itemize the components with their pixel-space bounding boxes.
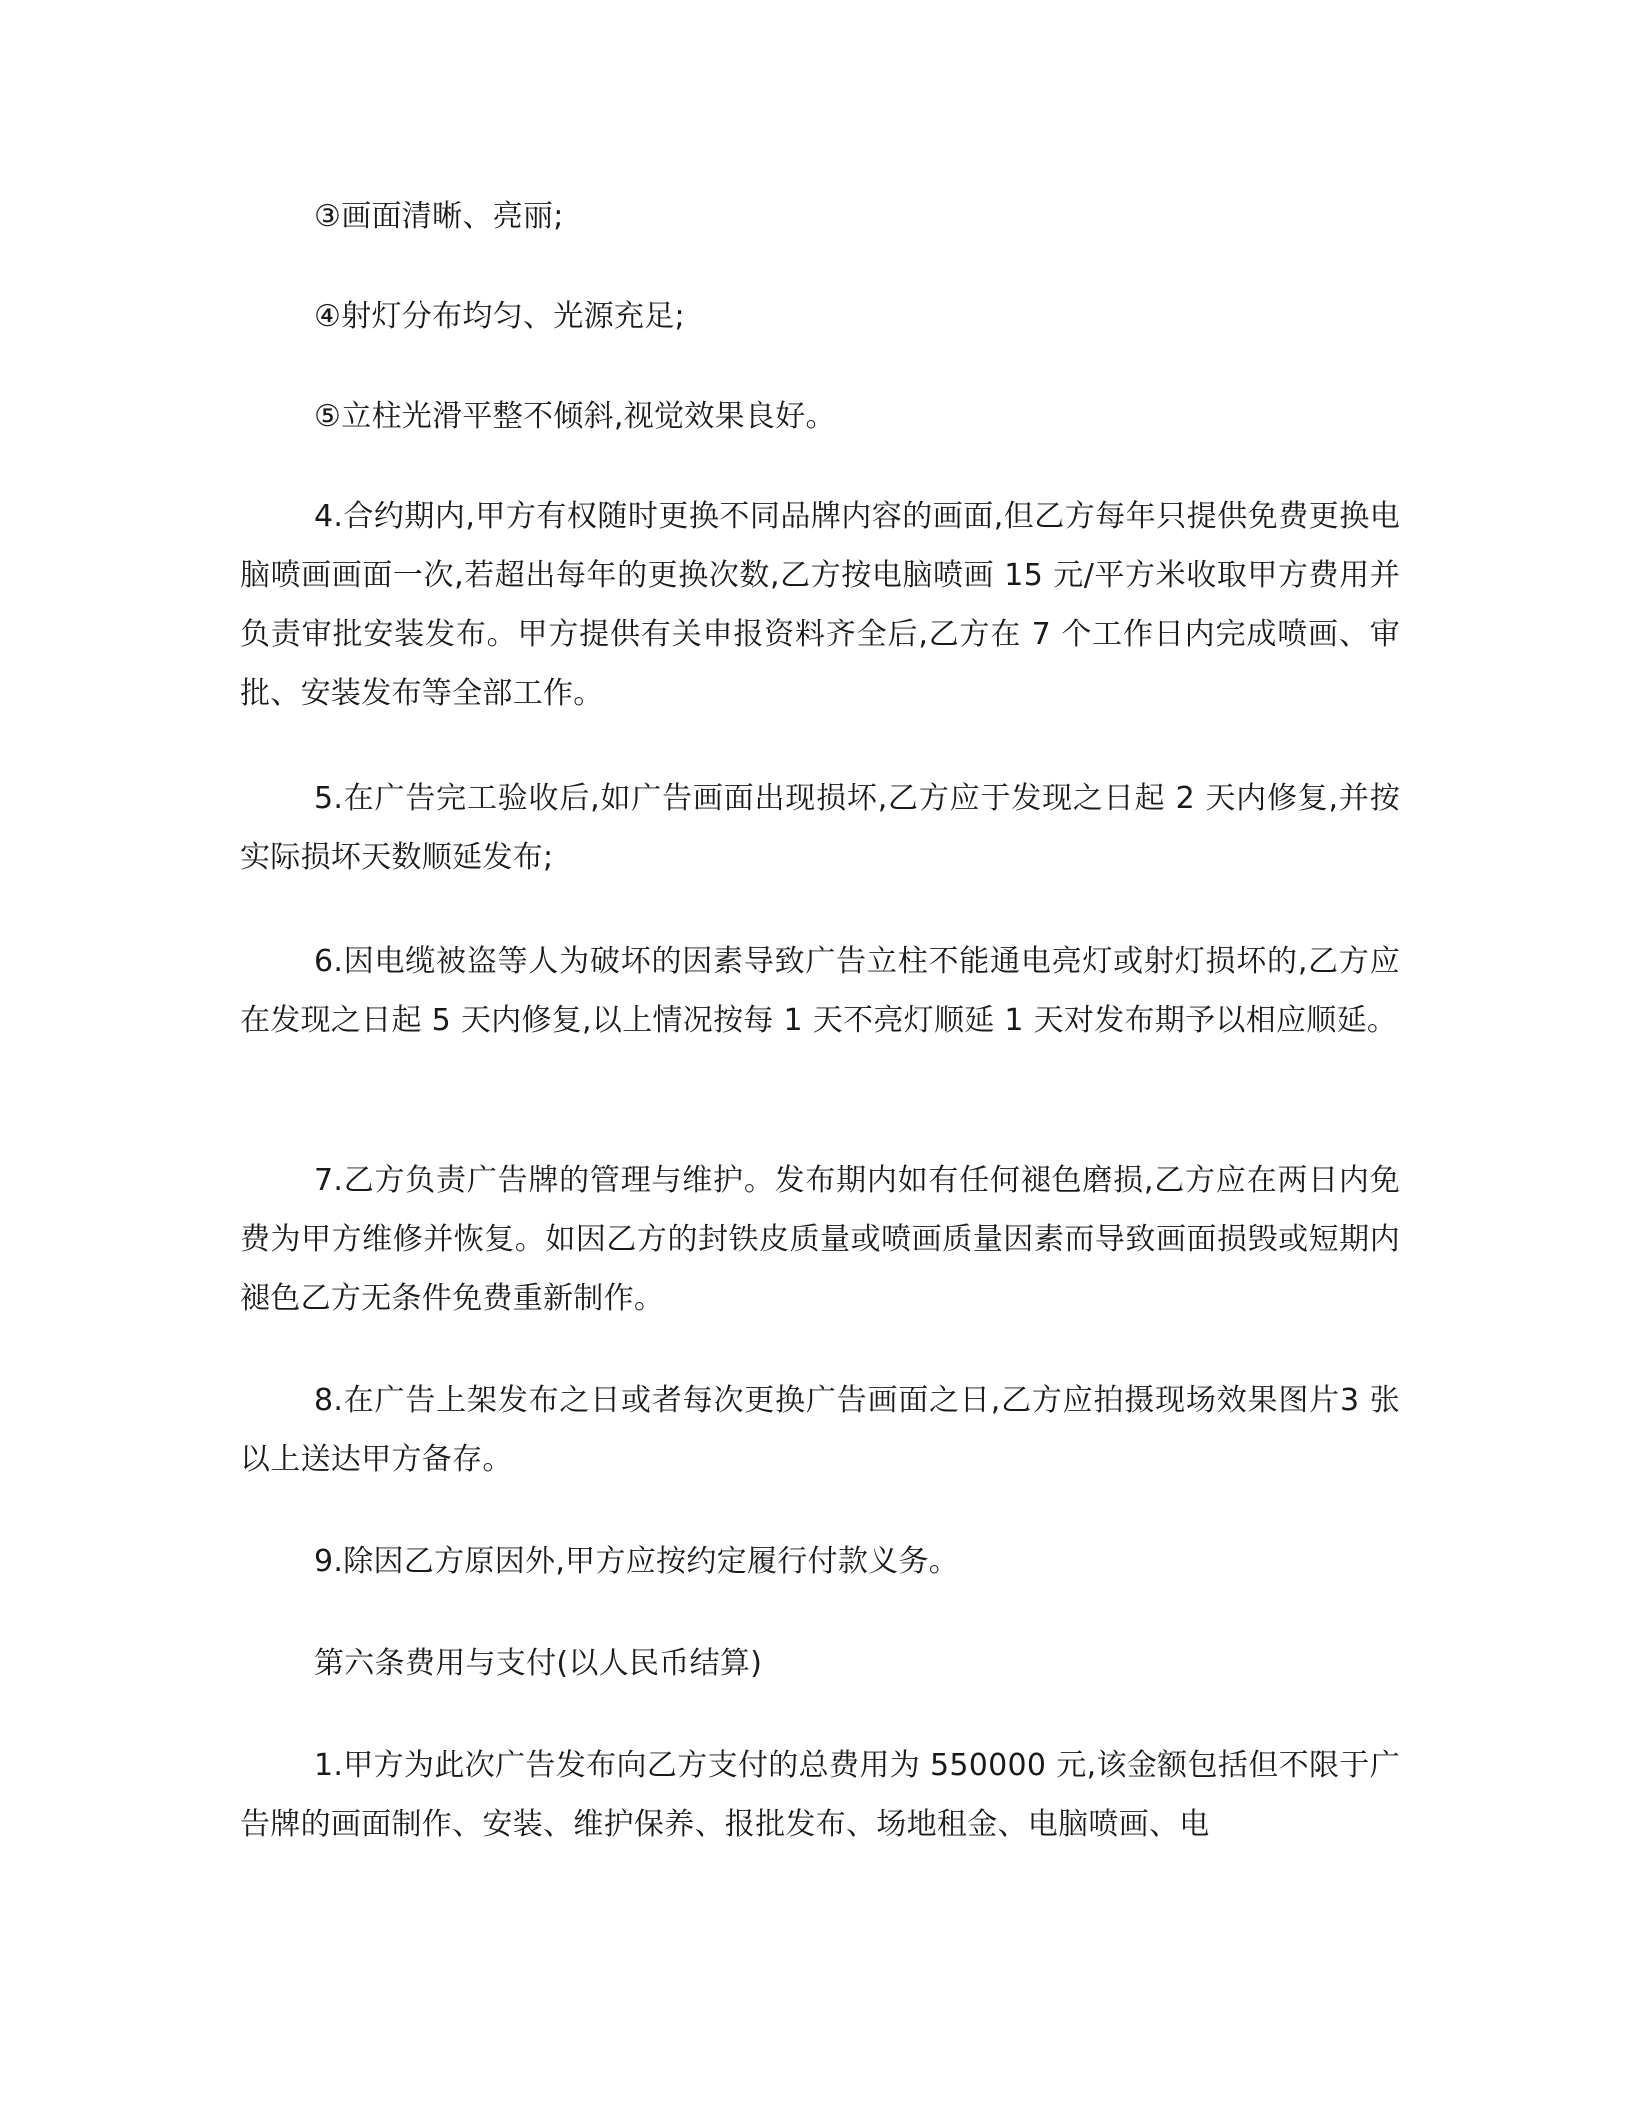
paragraph-clause-4: 4.合约期内,甲方有权随时更换不同品牌内容的画面,但乙方每年只提供免费更换电脑喷画画面一次,若超出每年的更换次数,乙方按电脑喷画 15 元/平方米收取甲方费用并负责审批安装发布。甲方提供有关申报资料齐全后,乙方在 7 个工作日内完成喷画、审批、安装发布等全部工作。 <box>240 499 1400 711</box>
paragraph-item-5: ⑤立柱光滑平整不倾斜,视觉效果良好。 <box>314 399 836 434</box>
section-heading-article-6: 第六条费用与支付(以人民币结算) <box>314 1646 763 1681</box>
paragraph-clause-8: 8.在广告上架发布之日或者每次更换广告画面之日,乙方应拍摄现场效果图片3 张以上送达甲方备存。 <box>240 1383 1400 1477</box>
paragraph-clause-6: 6.因电缆被盗等人为破坏的因素导致广告立柱不能通电亮灯或射灯损坏的,乙方应在发现之日起 5 天内修复,以上情况按每 1 天不亮灯顺延 1 天对发布期予以相应顺延。 <box>240 944 1400 1038</box>
paragraph-clause-9: 9.除因乙方原因外,甲方应按约定履行付款义务。 <box>314 1544 960 1579</box>
paragraph-item-4: ④射灯分布均匀、光源充足; <box>314 299 685 334</box>
paragraph-clause-7: 7.乙方负责广告牌的管理与维护。发布期内如有任何褪色磨损,乙方应在两日内免费为甲方维修并恢复。如因乙方的封铁皮质量或喷画质量因素而导致画面损毁或短期内褪色乙方无条件免费重新制作。 <box>240 1163 1400 1316</box>
paragraph-payment-1: 1.甲方为此次广告发布向乙方支付的总费用为 550000 元,该金额包括但不限于广告牌的画面制作、安装、维护保养、报批发布、场地租金、电脑喷画、电 <box>240 1748 1400 1842</box>
paragraph-clause-5: 5.在广告完工验收后,如广告画面出现损坏,乙方应于发现之日起 2 天内修复,并按实际损坏天数顺延发布; <box>240 781 1400 875</box>
paragraph-item-3: ③画面清晰、亮丽; <box>314 199 564 234</box>
